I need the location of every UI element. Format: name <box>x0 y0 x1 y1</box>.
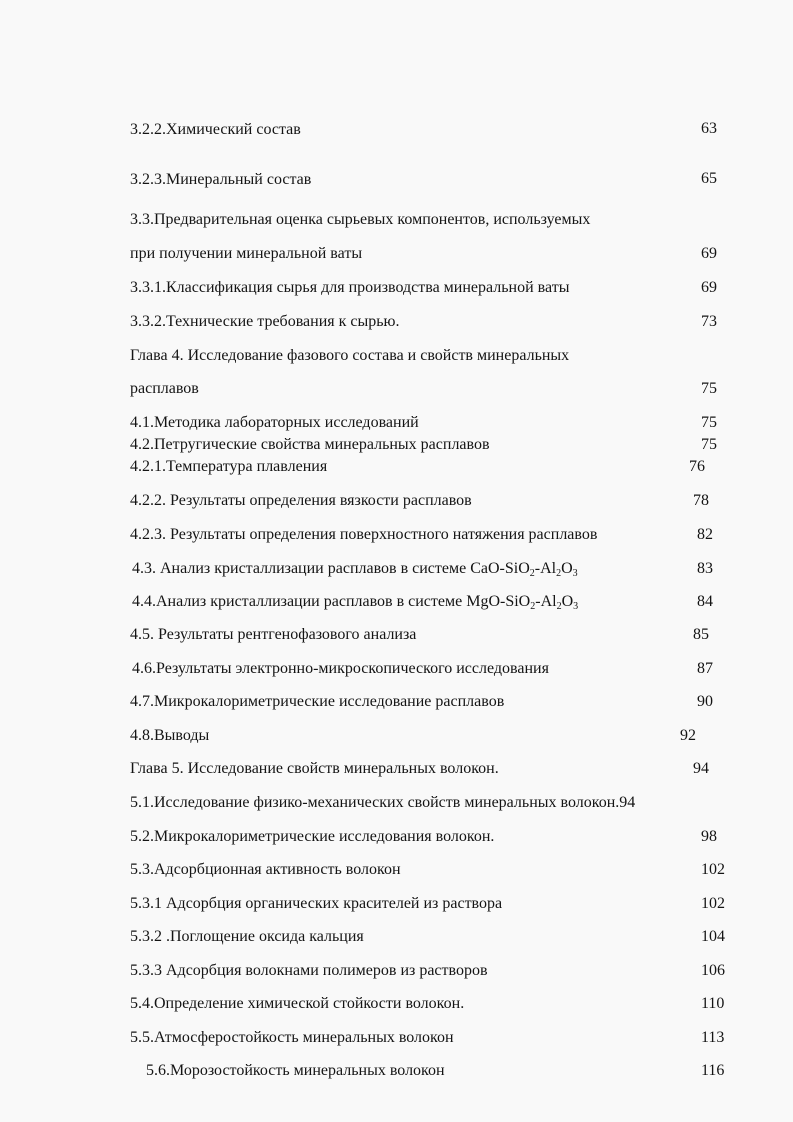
toc-entry-4-3: 4.3. Анализ кристаллизации расплавов в системе CaO-$SiO_2-Al_2O_3$ <box>132 560 578 579</box>
toc-page-number: 116 <box>701 1062 725 1079</box>
toc-entry-3-3-line1: 3.3.Предварительная оценка сырьевых компонентов, используемых <box>130 211 591 228</box>
toc-entry-chapter-5: Глава 5. Исследование свойств минеральных волокон. <box>130 760 499 777</box>
toc-entry-5-3-2: 5.3.2 .Поглощение оксида кальция <box>130 928 364 945</box>
toc-entry-chapter-4-line2: расплавов <box>130 380 199 397</box>
toc-entry-4-6: 4.6.Результаты электронно-микроскопического исследования <box>132 660 549 677</box>
toc-page-number: 69 <box>701 245 717 262</box>
toc-page-number: 106 <box>701 962 725 979</box>
toc-entry-5-6: 5.6.Морозостойкость минеральных волокон <box>146 1062 445 1079</box>
toc-page-number: 84 <box>697 593 713 610</box>
toc-entry-5-3-3: 5.3.3 Адсорбция волокнами полимеров из растворов <box>130 962 488 979</box>
toc-page-number: 75 <box>701 414 717 431</box>
toc-entry-4-2-2: 4.2.2. Результаты определения вязкости расплавов <box>130 492 472 509</box>
toc-entry-5-3-1: 5.3.1 Адсорбция органических красителей из раствора <box>130 895 503 912</box>
toc-entry-4-2: 4.2.Петругические свойства минеральных расплавов <box>130 436 490 453</box>
toc-entry-5-5: 5.5.Атмосферостойкость минеральных волокон <box>130 1029 454 1046</box>
toc-entry-4-5: 4.5. Результаты рентгенофазового анализа <box>130 626 417 643</box>
toc-entry-5-3: 5.3.Адсорбционная активность волокон <box>130 861 401 878</box>
toc-page-number: 94 <box>693 760 709 777</box>
toc-page-number: 76 <box>689 458 705 475</box>
toc-page-number: 83 <box>697 560 713 577</box>
toc-entry-4-2-1: 4.2.1.Температура плавления <box>130 458 328 475</box>
toc-page-number: 82 <box>697 526 713 543</box>
toc-page-number: 113 <box>701 1029 725 1046</box>
toc-entry-5-4: 5.4.Определение химической стойкости волокон. <box>130 995 465 1012</box>
toc-page-number: 110 <box>701 995 725 1012</box>
toc-page-number: 104 <box>701 928 725 945</box>
toc-page-number: 73 <box>701 313 717 330</box>
toc-entry-3-3-2: 3.3.2.Технические требования к сырью. <box>130 313 400 330</box>
toc-page-number: 65 <box>701 170 717 187</box>
toc-entry-3-3-1: 3.3.1.Классификация сырья для производства минеральной ваты <box>130 279 570 296</box>
toc-entry-4-2-3: 4.2.3. Результаты определения поверхностного натяжения расплавов <box>130 526 598 543</box>
toc-page-number: 102 <box>701 895 725 912</box>
toc-page-number: 78 <box>693 492 709 509</box>
toc-entry-4-8: 4.8.Выводы <box>130 727 210 744</box>
toc-entry-3-2-2: 3.2.2.Химический состав <box>130 121 301 138</box>
toc-entry-3-3-line2: при получении минеральной ваты <box>130 245 363 262</box>
toc-entry-chapter-4-line1: Глава 4. Исследование фазового состава и свойств минеральных <box>130 347 570 364</box>
toc-page-number: 87 <box>697 660 713 677</box>
toc-entry-3-2-3: 3.2.3.Минеральный состав <box>130 171 312 188</box>
toc-page-number: 69 <box>701 279 717 296</box>
toc-page-number: 85 <box>693 626 709 643</box>
toc-page-number: 75 <box>701 380 717 397</box>
toc-page-number: 90 <box>697 693 713 710</box>
toc-entry-4-7: 4.7.Микрокалориметрические исследование расплавов <box>130 693 505 710</box>
toc-entry-4-1: 4.1.Методика лабораторных исследований <box>130 414 419 431</box>
toc-entry-4-4: 4.4.Анализ кристаллизации расплавов в системе MgO-$SiO_2-Al_2O_3$ <box>132 593 579 612</box>
toc-page-number: 98 <box>701 828 717 845</box>
toc-entry-5-2: 5.2.Микрокалориметрические исследования волокон. <box>130 828 495 845</box>
toc-page-number: 63 <box>701 120 717 137</box>
toc-page-number: 75 <box>701 436 717 453</box>
toc-page-number: 92 <box>680 727 696 744</box>
toc-page-number: 102 <box>701 861 725 878</box>
toc-entry-5-1: 5.1.Исследование физико-механических свойств минеральных волокон.94 <box>130 794 636 811</box>
